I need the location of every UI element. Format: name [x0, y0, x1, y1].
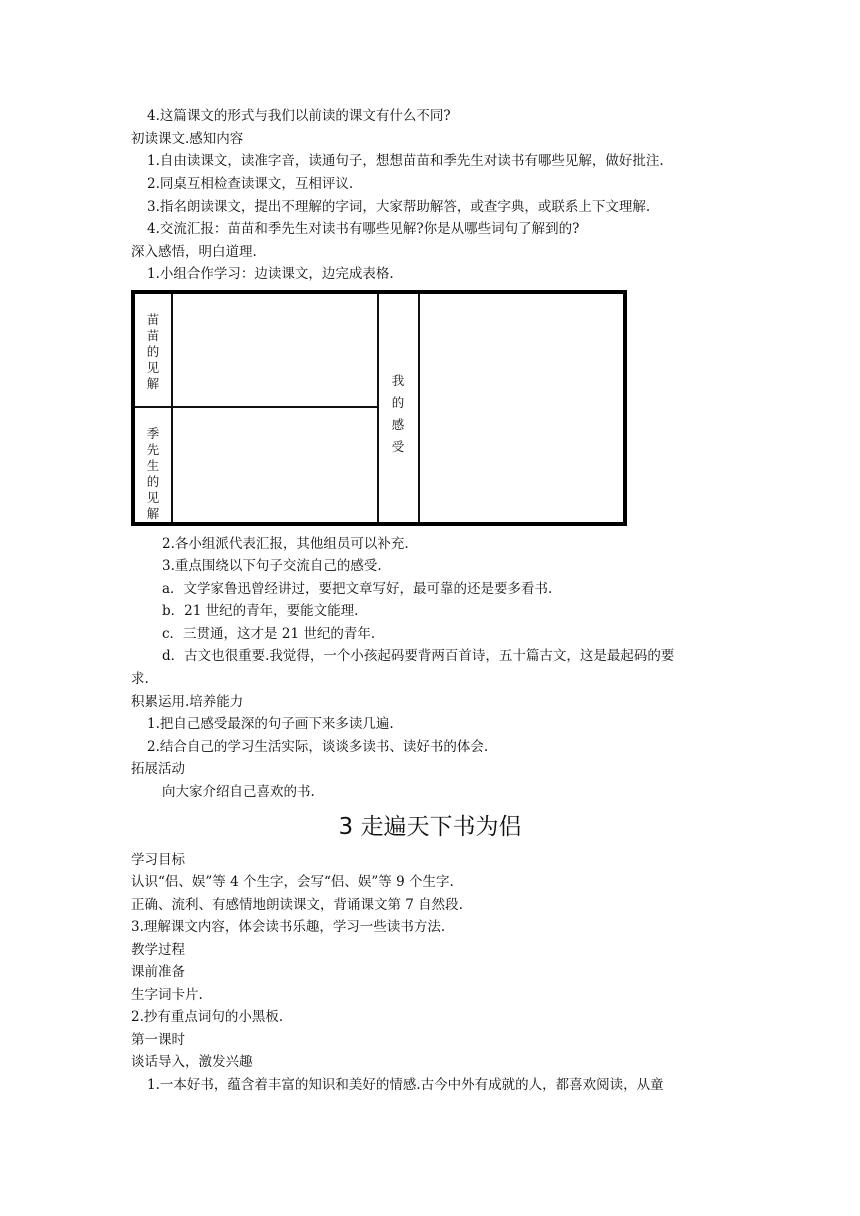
text-line: 4.交流汇报：苗苗和季先生对读书有哪些见解?你是从哪些词句了解到的?: [147, 221, 580, 237]
worksheet-table: [131, 290, 627, 526]
text-line: 向大家介绍自己喜欢的书.: [162, 784, 315, 800]
section-heading: 教学过程: [131, 942, 185, 958]
text-line: b．21 世纪的青年，要能文能理.: [162, 603, 359, 619]
section-heading: 谈话导入，激发兴趣: [131, 1054, 253, 1070]
text-line: 3.理解课文内容，体会读书乐趣，学习一些读书方法.: [131, 919, 446, 935]
text-line: c．三贯通，这才是 21 世纪的青年.: [162, 626, 376, 642]
section-heading: 深入感悟，明白道理.: [131, 244, 257, 260]
text-line: 1.小组合作学习：边读课文，边完成表格.: [147, 266, 394, 282]
text-line: 2.同桌互相检查读课文，互相评议.: [147, 176, 354, 192]
text-line: 认识“侣、娱”等 4 个生字，会写“侣、娱”等 9 个生字.: [131, 874, 454, 890]
section-heading: 第一课时: [131, 1032, 185, 1048]
text-line: 1.一本好书，蕴含着丰富的知识和美好的情感.古今中外有成就的人，都喜欢阅读，从童: [147, 1077, 664, 1093]
text-line: 1.自由读课文，读准字音，读通句子，想想苗苗和季先生对读书有哪些见解，做好批注.: [147, 153, 664, 169]
text-line: 2.抄有重点词句的小黑板.: [131, 1009, 284, 1025]
text-line: a．文学家鲁迅曾经讲过，要把文章写好，最可靠的还是要多看书.: [162, 581, 553, 597]
text-line: 正确、流利、有感情地朗读课文，背诵课文第 7 自然段.: [131, 897, 463, 913]
text-line: 4.这篇课文的形式与我们以前读的课文有什么不同?: [147, 108, 451, 124]
section-heading: 学习目标: [131, 852, 185, 868]
section-heading: 课前准备: [131, 964, 185, 980]
text-line: 3.重点围绕以下句子交流自己的感受.: [162, 558, 382, 574]
section-heading: 积累运用.培养能力: [131, 694, 244, 710]
table-cell-ji-view: 季先生的见解: [146, 426, 160, 521]
text-line: 2.结合自己的学习生活实际，谈谈多读书、读好书的体会.: [147, 739, 489, 755]
text-line: 2.各小组派代表汇报，其他组员可以补充.: [162, 536, 409, 552]
text-line: 求.: [131, 671, 149, 687]
text-line: 1.把自己感受最深的句子画下来多读几遍.: [147, 716, 394, 732]
text-line: 3.指名朗读课文，提出不理解的字词，大家帮助解答，或查字典，或联系上下文理解.: [147, 199, 651, 215]
section-heading: 初读课文.感知内容: [131, 131, 244, 147]
lesson-title: 3 走遍天下书为侣: [338, 814, 522, 840]
table-cell-my-feeling: 我的感受: [391, 373, 405, 454]
section-heading: 拓展活动: [131, 761, 185, 777]
text-line: d．古文也很重要.我觉得，一个小孩起码要背两百首诗，五十篇古文，这是最起码的要: [162, 648, 675, 664]
text-line: 生字词卡片.: [131, 987, 203, 1003]
table-cell-miaomiao-view: 苗苗的见解: [146, 312, 160, 391]
